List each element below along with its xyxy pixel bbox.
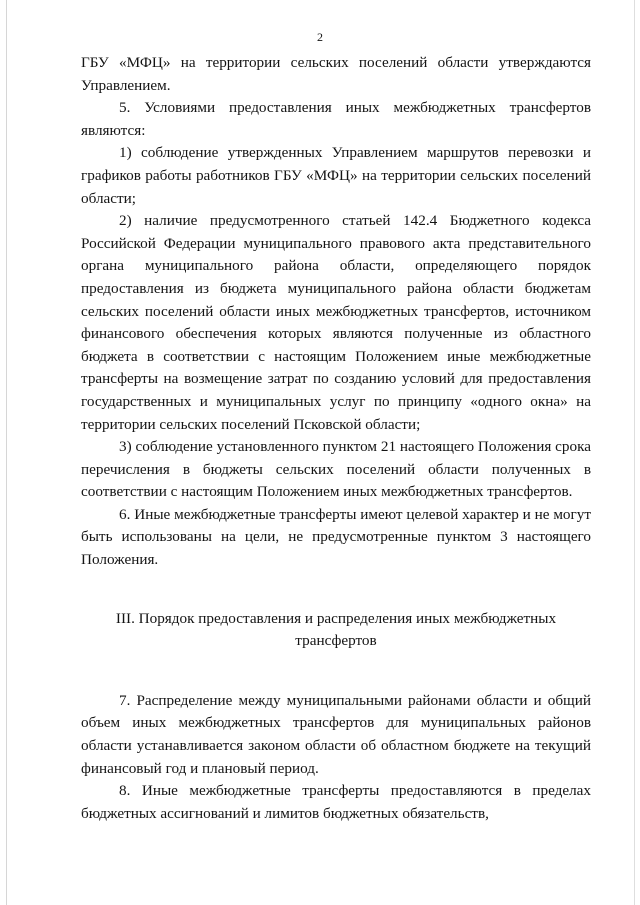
section-heading: III. Порядок предоставления и распределения иных межбюджетных трансфертов bbox=[115, 609, 557, 650]
paragraph-continuation: ГБУ «МФЦ» на территории сельских поселений области утверждаются Управлением. bbox=[81, 54, 591, 94]
paragraph-item-6: 6. Иные межбюджетные трансферты имеют целевой характер и не могут быть использованы на цели, не предусмотренные пунктом 3 настоящего Положения. bbox=[81, 505, 591, 569]
paragraph-subitem-1: 1) соблюдение утвержденных Управлением маршрутов перевозки и графиков работы работников ГБУ «МФЦ» на территории сельских поселений области; bbox=[81, 144, 591, 207]
paragraph-item-8: 8. Иные межбюджетные трансферты предоставляются в пределах бюджетных ассигнований и лимитов бюджетных обязательств, bbox=[81, 782, 591, 822]
paragraph-item-5: 5. Условиями предоставления иных межбюджетных трансфертов являются: bbox=[81, 99, 591, 139]
scan-edge-left bbox=[6, 0, 7, 905]
scan-edge-right bbox=[634, 0, 635, 905]
page-number: 2 bbox=[317, 30, 323, 44]
paragraph-subitem-2: 2) наличие предусмотренного статьей 142.4 Бюджетного кодекса Российской Федерации муниципального правового акта представительного органа муниципального района области, определяющего порядок предоставления из бюджета муниципального района области бюджетам сельских поселений области иных межбюджетных трансфертов, источником финансового обеспечения которых являются полученные из областного бюджета в соответствии с настоящим Положением иные межбюджетные трансферты на возмещение затрат по созданию условий для предоставления государственных и муниципальных услуг по принципу «одного окна» на территории сельских поселений Псковской области; bbox=[81, 212, 591, 433]
paragraph-item-7: 7. Распределение между муниципальными районами области и общий объем иных межбюджетных трансфертов для муниципальных районов области устанавливается законом области об областном бюджете на текущий финансовый год и плановый период. bbox=[81, 691, 591, 777]
document-body bbox=[81, 52, 591, 825]
paragraph-subitem-3: 3) соблюдение установленного пунктом 21 настоящего Положения срока перечисления в бюджеты сельских поселений области полученных в соответствии с настоящим Положением иных межбюджетных трансфертов. bbox=[81, 438, 591, 501]
